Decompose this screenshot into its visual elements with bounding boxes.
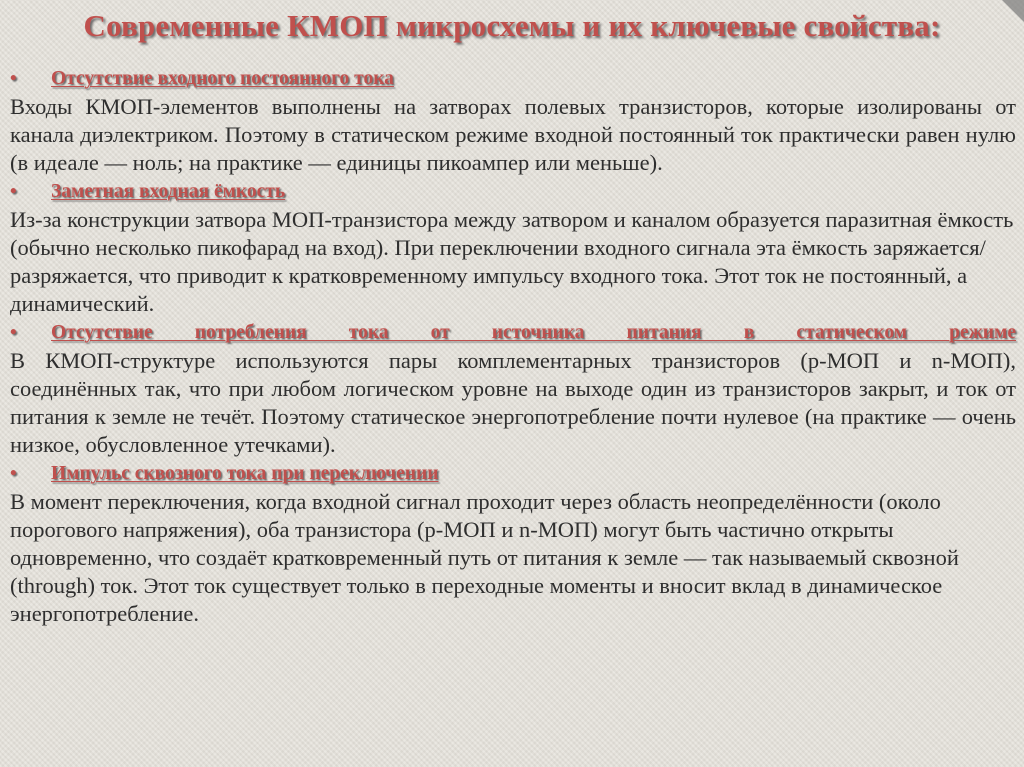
slide-content: [10, 64, 1016, 628]
section-body: Из-за конструкции затвора МОП-транзистора между затвором и каналом образуется паразитная ёмкость (обычно несколько пикофарад на вход). При переключении входного сигнала эта ёмкость заряжается/разряжается, что приводит к кратковременному импульсу входного тока. Этот ток не постоянный, а динамический.: [10, 207, 1014, 316]
bullet-heading-text: Отсутствие потребления тока от источника питания в статическом режиме: [51, 322, 1016, 343]
bullet-icon: •: [10, 322, 17, 343]
section-body: Входы КМОП-элементов выполнены на затворах полевых транзисторов, которые изолированы от канала диэлектриком. Поэтому в статическом режиме входной постоянный ток практически равен нулю (в идеале — ноль; на практике — единицы пикоампер или меньше).: [10, 94, 1016, 175]
section-body: В КМОП-структуре используются пары комплементарных транзисторов (p-МОП и n-МОП), соединённых так, что при любом логическом уровне на выходе один из транзисторов закрыт, и ток от питания к земле не течёт. Поэтому статическое энергопотребление почти нулевое (на практике — очень низкое, обусловленное утечками).: [10, 348, 1016, 457]
bullet-heading: [10, 459, 1016, 488]
section-body: В момент переключения, когда входной сигнал проходит через область неопределённости (около порогового напряжения), оба транзистора (p-МОП и n-МОП) могут быть частично открыты одновременно, что создаёт кратковременный путь от питания к земле — так называемый сквозной (through) ток. Этот ток существует только в переходные моменты и вносит вклад в динамическое энергопотребление.: [10, 489, 959, 626]
bullet-icon: •: [10, 181, 17, 202]
slide-title: Современные КМОП микросхемы и их ключевые свойства:: [83, 8, 941, 43]
bullet-icon: •: [10, 68, 17, 89]
bullet-icon: •: [10, 463, 17, 484]
section-input-capacitance: [10, 177, 1016, 318]
section-shoot-through-current: [10, 459, 1016, 628]
bullet-heading-text: Импульс сквозного тока при переключении: [51, 463, 439, 484]
section-no-input-dc-current: [10, 64, 1016, 177]
bullet-heading: [10, 177, 1016, 206]
bullet-heading-text: Отсутствие входного постоянного тока: [51, 68, 394, 89]
bullet-heading-text: Заметная входная ёмкость: [51, 181, 286, 202]
bullet-heading: [10, 64, 1016, 93]
bullet-heading: [10, 318, 1016, 347]
section-no-static-supply-current: [10, 318, 1016, 459]
